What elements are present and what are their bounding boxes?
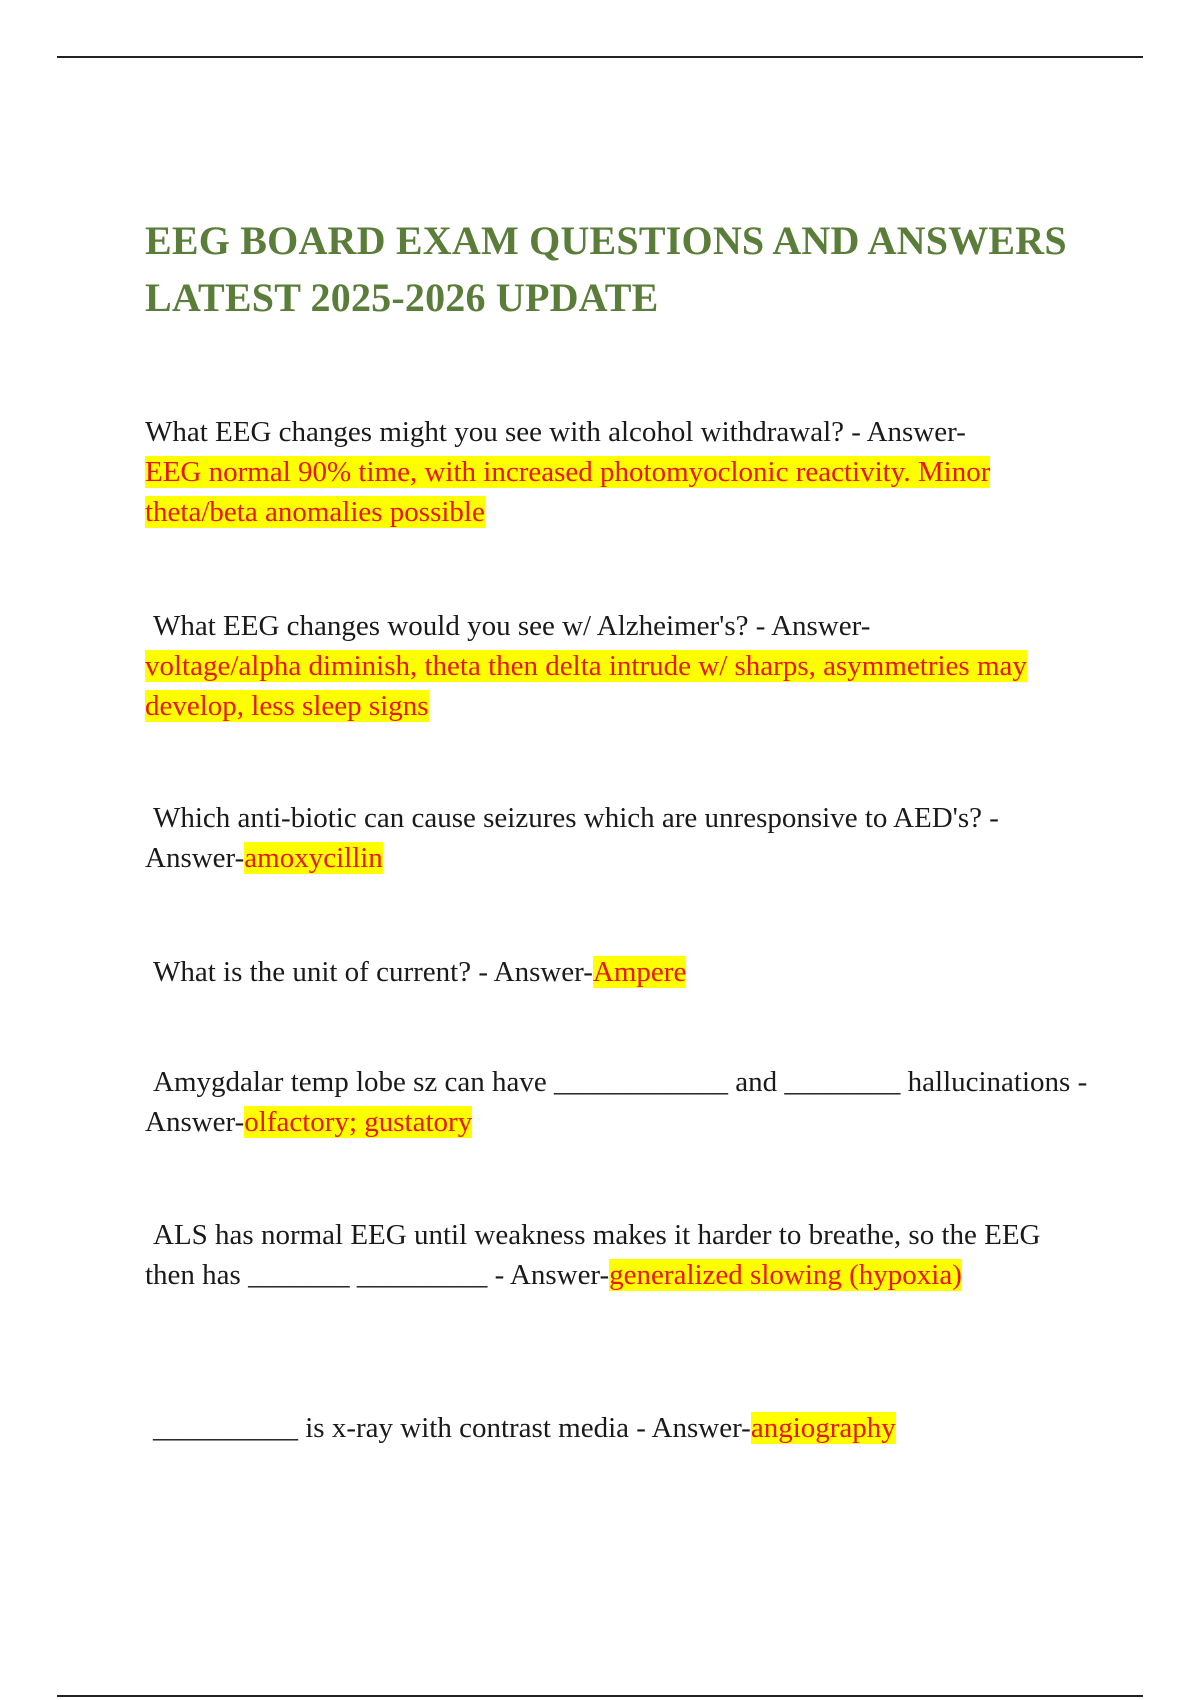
- answer-text: generalized slowing (hypoxia): [609, 1259, 962, 1291]
- qa-item: [145, 1062, 1095, 1142]
- top-rule: [57, 56, 1143, 58]
- question-text: __________ is x-ray with contrast media - Answer-: [153, 1412, 751, 1444]
- question-text: Which anti-biotic can cause seizures which are unresponsive to AED's? - Answer-: [145, 802, 1005, 874]
- answer-text: amoxycillin: [244, 842, 383, 874]
- question-text: ALS has normal EEG until weakness makes it harder to breathe, so the EEG then has _______ _________ - Answer-: [145, 1219, 1048, 1291]
- qa-item: [145, 412, 1095, 532]
- answer-text: Ampere: [592, 956, 687, 988]
- answer-text: angiography: [750, 1412, 896, 1444]
- bottom-rule: [57, 1695, 1143, 1697]
- qa-item: [145, 1215, 1095, 1295]
- answer-text: olfactory; gustatory: [244, 1106, 473, 1138]
- qa-item: [145, 606, 1095, 726]
- answer-text: EEG normal 90% time, with increased photomyoclonic reactivity. Minor theta/beta anomalies possible: [145, 456, 991, 528]
- qa-item: [145, 952, 1095, 992]
- answer-text: voltage/alpha diminish, theta then delta intrude w/ sharps, asymmetries may develop, less sleep signs: [145, 650, 1027, 722]
- qa-item: [145, 1408, 1095, 1448]
- qa-item: [145, 798, 1095, 878]
- question-text: What is the unit of current? - Answer-: [153, 956, 593, 988]
- question-text: Amygdalar temp lobe sz can have ____________ and ________ hallucinations - Answer-: [145, 1066, 1093, 1138]
- question-text: What EEG changes might you see with alcohol withdrawal? - Answer-: [145, 416, 966, 448]
- document-title: EEG BOARD EXAM QUESTIONS AND ANSWERS LATEST 2025-2026 UPDATE: [145, 218, 1067, 320]
- question-text: What EEG changes would you see w/ Alzheimer's? - Answer-: [153, 610, 871, 642]
